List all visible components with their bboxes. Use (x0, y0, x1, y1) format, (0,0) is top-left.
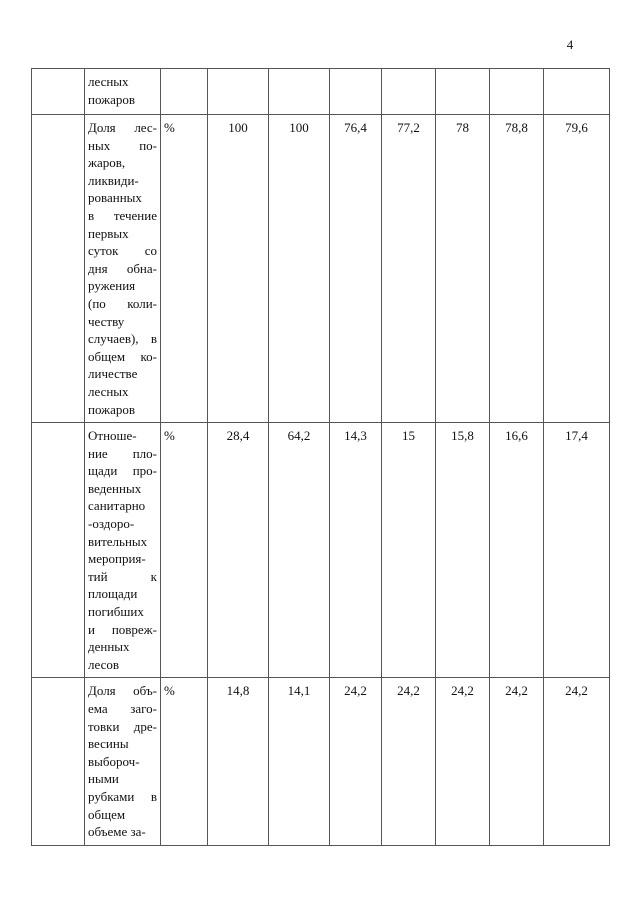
indicator-name-line: щади про- (88, 463, 157, 479)
value-cell-5 (436, 69, 490, 115)
value-cell-4: 15 (382, 423, 436, 678)
unit-cell: % (161, 678, 208, 846)
value-cell-4 (382, 69, 436, 115)
indicator-name-line: случаев), в (88, 331, 157, 347)
indicator-name-line: ликвиди- (88, 172, 139, 188)
indicator-name-line: рубками в (88, 788, 157, 804)
indicator-name-line: пожаров (88, 401, 136, 417)
indicator-name-line: личестве (88, 366, 138, 382)
value-cell-4: 24,2 (382, 678, 436, 846)
table-row (32, 115, 610, 423)
indicator-name-cell (85, 115, 161, 423)
value-cell-4: 77,2 (382, 115, 436, 423)
indicator-name-line: -оздоро- (88, 516, 135, 532)
value-cell-3: 76,4 (330, 115, 382, 423)
value-cell-3: 24,2 (330, 678, 382, 846)
indicator-name-line: Доля лес- (88, 120, 157, 135)
value-cell-1: 14,8 (208, 678, 269, 846)
indicator-name-cell (85, 678, 161, 846)
value-cell-1: 100 (208, 115, 269, 423)
indicator-name-line: суток со (88, 243, 157, 259)
indicator-name-line: денных (88, 639, 130, 655)
indicator-name-line: ние пло- (88, 445, 157, 461)
indicator-name-cell (85, 69, 161, 115)
indicator-name-line: вительных (88, 533, 148, 549)
value-cell-5: 15,8 (436, 423, 490, 678)
value-cell-5: 78 (436, 115, 490, 423)
value-cell-6: 16,6 (490, 423, 544, 678)
indicators-table (31, 68, 610, 846)
indicator-name-line: погибших (88, 604, 144, 620)
value-cell-7: 24,2 (544, 678, 610, 846)
indicator-name-line: ными (88, 771, 119, 787)
value-cell-7: 79,6 (544, 115, 610, 423)
row-number-cell (32, 115, 85, 423)
table-row (32, 69, 610, 115)
indicator-name-line: лесов (88, 656, 119, 672)
indicator-name-line: лесных (88, 383, 129, 399)
indicator-name-line: пожаров (88, 91, 136, 107)
indicator-name-line: рованных (88, 190, 142, 206)
unit-cell: % (161, 115, 208, 423)
indicator-name-line: ема заго- (88, 701, 157, 716)
indicator-name-line: весины (88, 736, 129, 752)
indicator-name-line: ных по- (88, 137, 157, 153)
table-row (32, 678, 610, 846)
indicator-name-line: ружения (88, 278, 136, 294)
indicator-name-line: выбороч- (88, 753, 140, 769)
value-cell-3: 14,3 (330, 423, 382, 678)
indicator-name-line: жаров, (88, 155, 126, 171)
value-cell-1 (208, 69, 269, 115)
indicator-name-line: объеме за- (88, 824, 146, 840)
unit-cell: % (161, 423, 208, 678)
indicator-name-line: в течение (88, 207, 157, 223)
indicator-name-line: дня обна- (88, 260, 157, 276)
indicator-name-line: мероприя- (88, 551, 146, 567)
indicator-name-line: первых (88, 225, 129, 241)
value-cell-2 (269, 69, 330, 115)
value-cell-6: 24,2 (490, 678, 544, 846)
indicator-name-line: санитарно (88, 498, 146, 514)
indicator-name-line: площади (88, 586, 138, 602)
unit-cell (161, 69, 208, 115)
value-cell-1: 28,4 (208, 423, 269, 678)
value-cell-5: 24,2 (436, 678, 490, 846)
indicator-name-line: тий к (88, 568, 157, 584)
value-cell-3 (330, 69, 382, 115)
indicator-name-line: общем (88, 806, 126, 822)
indicator-name-line: честву (88, 313, 125, 329)
indicator-name-line: (по коли- (88, 295, 157, 311)
indicator-name-cell (85, 423, 161, 678)
value-cell-6: 78,8 (490, 115, 544, 423)
row-number-cell (32, 423, 85, 678)
indicator-name-line: товки дре- (88, 718, 157, 734)
value-cell-2: 64,2 (269, 423, 330, 678)
row-number-cell (32, 69, 85, 115)
row-number-cell (32, 678, 85, 846)
indicator-name-line: Доля объ- (88, 683, 157, 699)
value-cell-7 (544, 69, 610, 115)
value-cell-7: 17,4 (544, 423, 610, 678)
indicator-name-line: и повреж- (88, 621, 157, 637)
value-cell-2: 14,1 (269, 678, 330, 846)
indicator-name-line: веденных (88, 480, 142, 496)
value-cell-6 (490, 69, 544, 115)
indicator-name-line: лесных (88, 74, 129, 89)
table-row (32, 423, 610, 678)
value-cell-2: 100 (269, 115, 330, 423)
indicator-name-line: общем ко- (88, 348, 157, 364)
indicator-name-line: Отноше- (88, 428, 137, 444)
page-number: 4 (566, 37, 574, 52)
